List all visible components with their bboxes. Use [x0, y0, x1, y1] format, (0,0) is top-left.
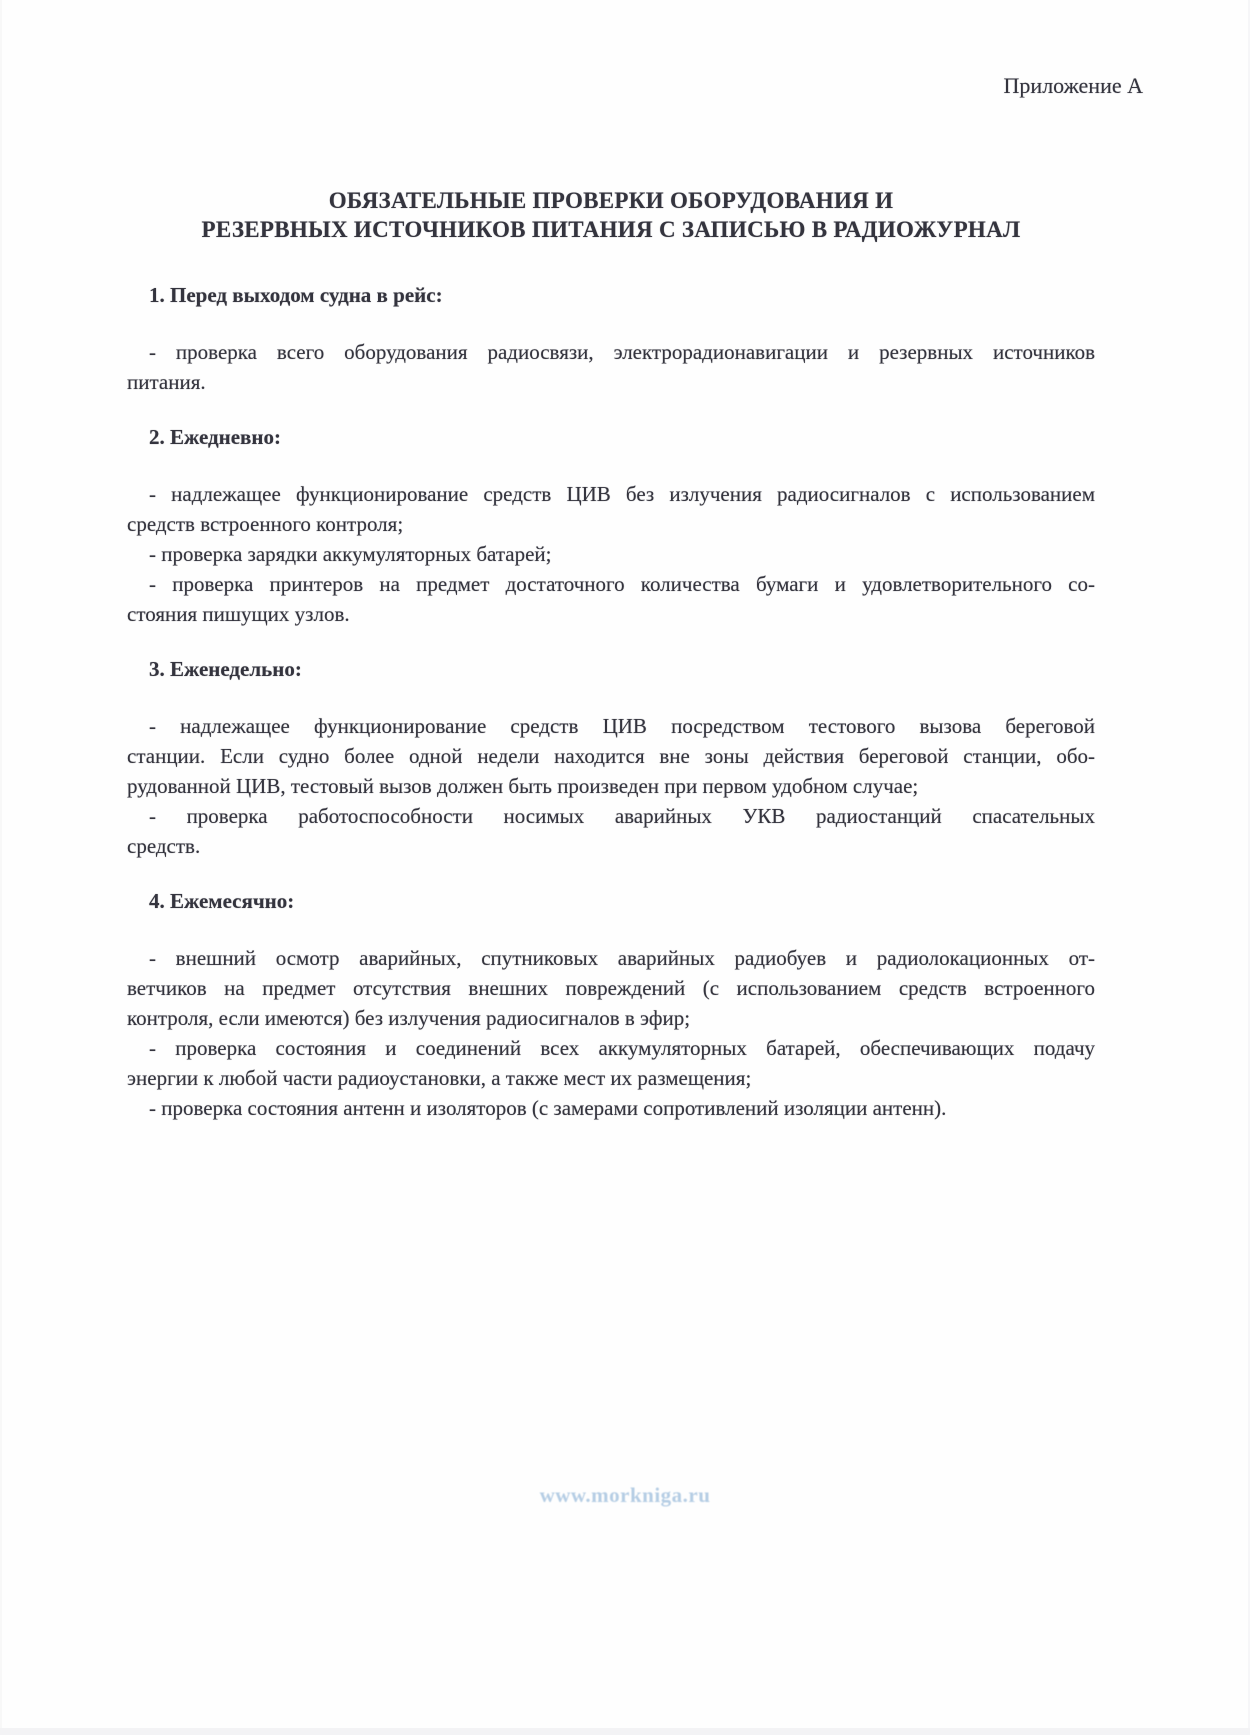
- section-heading: 1. Перед выходом судна в рейс:: [149, 283, 443, 307]
- page-title: [127, 186, 1095, 244]
- text-line: - проверка всего оборудования радиосвязи, электрорадионавигации и резервных источников: [149, 340, 1095, 364]
- document-section: [127, 654, 1095, 861]
- text-line: - проверка зарядки аккумуляторных батарей;: [149, 542, 552, 566]
- text-line: средств.: [127, 834, 201, 858]
- paragraph: [127, 801, 1095, 861]
- paragraph: [127, 479, 1095, 539]
- section-paragraphs: [127, 711, 1095, 861]
- text-line: - внешний осмотр аварийных, спутниковых аварийных радиобуев и радиолокационных от-: [149, 946, 1095, 970]
- text-line: питания.: [127, 370, 206, 394]
- text-line: - надлежащее функционирование средств ЦИВ без излучения радиосигналов с использованием: [149, 482, 1095, 506]
- section-heading: 2. Ежедневно:: [149, 425, 281, 449]
- text-line: рудованной ЦИВ, тестовый вызов должен быть произведен при первом удобном случае;: [127, 774, 919, 798]
- section-paragraphs: [127, 479, 1095, 629]
- text-line: средств встроенного контроля;: [127, 512, 404, 536]
- page-title-line-1: ОБЯЗАТЕЛЬНЫЕ ПРОВЕРКИ ОБОРУДОВАНИЯ И: [328, 188, 894, 213]
- text-line: станции. Если судно более одной недели находится вне зоны действия береговой станции, обо-: [127, 744, 1095, 768]
- text-line: ветчиков на предмет отсутствия внешних повреждений (с использованием средств встроенного: [127, 976, 1095, 1000]
- text-line: контроля, если имеются) без излучения радиосигналов в эфир;: [127, 1006, 691, 1030]
- appendix-label: Приложение А: [1003, 73, 1143, 98]
- text-line: - проверка состояния и соединений всех аккумуляторных батарей, обеспечивающих подачу: [149, 1036, 1095, 1060]
- section-paragraphs: [127, 337, 1095, 397]
- section-heading: 4. Ежемесячно:: [149, 889, 295, 913]
- paragraph: [127, 711, 1095, 801]
- paragraph: [127, 337, 1095, 397]
- text-line: - проверка принтеров на предмет достаточного количества бумаги и удовлетворительного со-: [149, 572, 1095, 596]
- section-paragraphs: [127, 943, 1095, 1123]
- paragraph: [127, 1093, 1095, 1123]
- paragraph: [127, 943, 1095, 1033]
- document-section: [127, 422, 1095, 629]
- paragraph: [127, 1033, 1095, 1093]
- page-edge-shadow: [0, 1728, 1250, 1735]
- text-line: - проверка работоспособности носимых аварийных УКВ радиостанций спасательных: [149, 804, 1095, 828]
- text-line: энергии к любой части радиоустановки, а также мест их размещения;: [127, 1066, 752, 1090]
- document-section: [127, 886, 1095, 1123]
- document-body: [127, 280, 1095, 1148]
- document-section: [127, 280, 1095, 397]
- watermark-link[interactable]: www.morkniga.ru: [539, 1483, 711, 1507]
- paragraph: [127, 569, 1095, 629]
- text-line: - надлежащее функционирование средств ЦИВ посредством тестового вызова береговой: [149, 714, 1095, 738]
- section-heading: 3. Еженедельно:: [149, 657, 302, 681]
- paragraph: [127, 539, 1095, 569]
- text-line: стояния пишущих узлов.: [127, 602, 350, 626]
- page-title-line-2: РЕЗЕРВНЫХ ИСТОЧНИКОВ ПИТАНИЯ С ЗАПИСЬЮ В РАДИОЖУРНАЛ: [201, 217, 1021, 242]
- text-line: - проверка состояния антенн и изоляторов (с замерами сопротивлений изоляции антенн).: [149, 1096, 947, 1120]
